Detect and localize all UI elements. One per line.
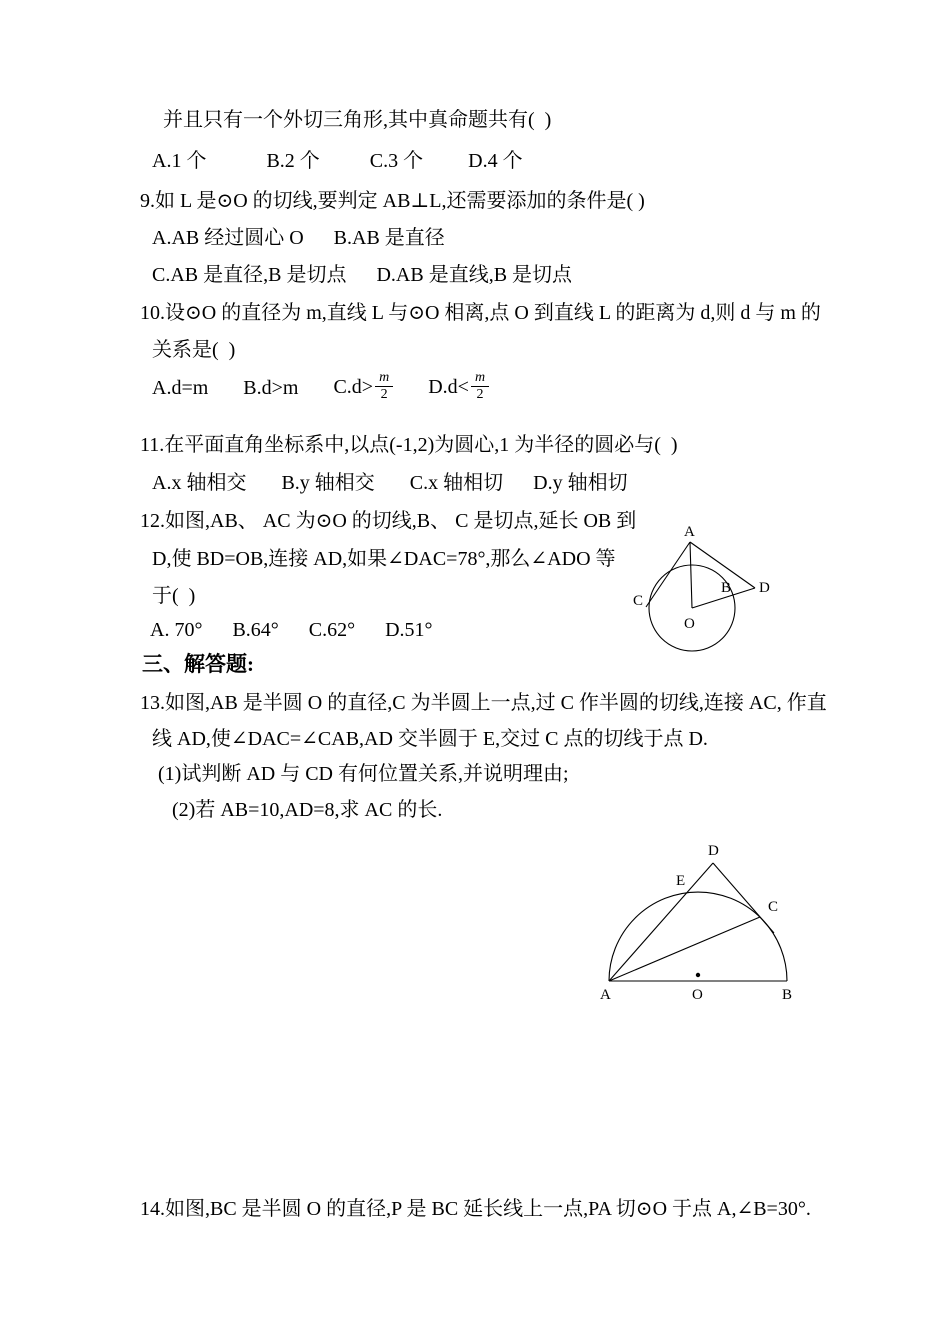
center-o-dot	[696, 973, 700, 977]
fraction-m-over-2: $\frac{m}{2}$	[471, 370, 489, 403]
doc-line-q11-stem: 11.在平面直角坐标系中,以点(-1,2)为圆心,1 为半径的圆必与( )	[140, 434, 678, 456]
label-point-e: E	[676, 873, 686, 889]
doc-line-q10-stem-1: 10.设⊙O 的直径为 m,直线 L 与⊙O 相离,点 O 到直线 L 的距离为 d,则 d 与 m 的	[140, 302, 821, 324]
doc-line-q13-stem-1: 13.如图,AB 是半圆 O 的直径,C 为半圆上一点,过 C 作半圆的切线,连接 AC, 作直	[140, 692, 827, 714]
doc-line-q11-options: A.x 轴相交 B.y 轴相交 C.x 轴相切 D.y 轴相切	[152, 472, 628, 494]
q10-option-b: B.d>m	[243, 377, 299, 400]
label-point-a: A	[600, 987, 611, 1003]
doc-line-q8-stem: 并且只有一个外切三角形,其中真命题共有( )	[163, 109, 552, 131]
label-point-d: D	[708, 843, 719, 859]
doc-line-q10-options	[152, 372, 519, 405]
q10-option-d-prefix: D.d<	[428, 376, 469, 399]
segment-ad-line	[609, 863, 713, 981]
figure-q13-svg	[580, 835, 820, 1010]
q10-option-c	[333, 372, 393, 405]
label-point-a: A	[684, 524, 695, 540]
figure-q12	[628, 512, 778, 672]
doc-line-q13-part1: (1)试判断 AD 与 CD 有何位置关系,并说明理由;	[158, 763, 569, 785]
doc-line-q12-stem-2: D,使 BD=OB,连接 AD,如果∠DAC=78°,那么∠ADO 等	[152, 548, 616, 570]
label-point-c: C	[768, 899, 779, 915]
label-point-b: B	[721, 580, 732, 596]
tangent-dc-line	[713, 863, 774, 933]
q10-option-c-prefix: C.d>	[333, 376, 374, 399]
figure-q12-svg	[628, 512, 778, 667]
doc-line-q8-options: A.1 个 B.2 个 C.3 个 D.4 个	[152, 150, 523, 172]
section-heading: 三、解答题:	[142, 652, 254, 676]
q10-option-d	[428, 372, 489, 405]
doc-line-q12-options: A. 70° B.64° C.62° D.51°	[150, 619, 433, 641]
segment-ao-line	[690, 542, 692, 608]
doc-line-q10-stem-2: 关系是( )	[152, 339, 236, 361]
chord-ac-line	[609, 917, 760, 981]
doc-line-q9-options-cd: C.AB 是直径,B 是切点 D.AB 是直线,B 是切点	[152, 264, 573, 286]
semicircle-arc	[609, 892, 787, 981]
doc-line-q13-stem-2: 线 AD,使∠DAC=∠CAB,AD 交半圆于 E,交过 C 点的切线于点 D.	[152, 728, 708, 750]
figure-q13	[580, 835, 820, 1015]
doc-line-q13-part2: (2)若 AB=10,AD=8,求 AC 的长.	[172, 799, 443, 821]
fraction-m-over-2: $\frac{m}{2}$	[375, 370, 393, 403]
doc-line-q9-stem: 9.如 L 是⊙O 的切线,要判定 AB⊥L,还需要添加的条件是( )	[140, 190, 645, 212]
doc-line-q12-stem-3: 于( )	[152, 585, 196, 607]
label-point-o: O	[684, 616, 695, 632]
q10-option-a: A.d=m	[152, 377, 209, 400]
label-point-c: C	[633, 593, 644, 609]
label-point-o: O	[692, 987, 703, 1003]
doc-line-q14-stem: 14.如图,BC 是半圆 O 的直径,P 是 BC 延长线上一点,PA 切⊙O 于点 A,∠B=30°.	[140, 1198, 811, 1220]
label-point-d: D	[759, 580, 770, 596]
label-point-b: B	[782, 987, 793, 1003]
doc-line-q9-options-ab: A.AB 经过圆心 O B.AB 是直径	[152, 227, 445, 249]
doc-line-q12-stem-1: 12.如图,AB、 AC 为⊙O 的切线,B、 C 是切点,延长 OB 到	[140, 510, 637, 532]
tangent-ac-line	[646, 542, 690, 607]
